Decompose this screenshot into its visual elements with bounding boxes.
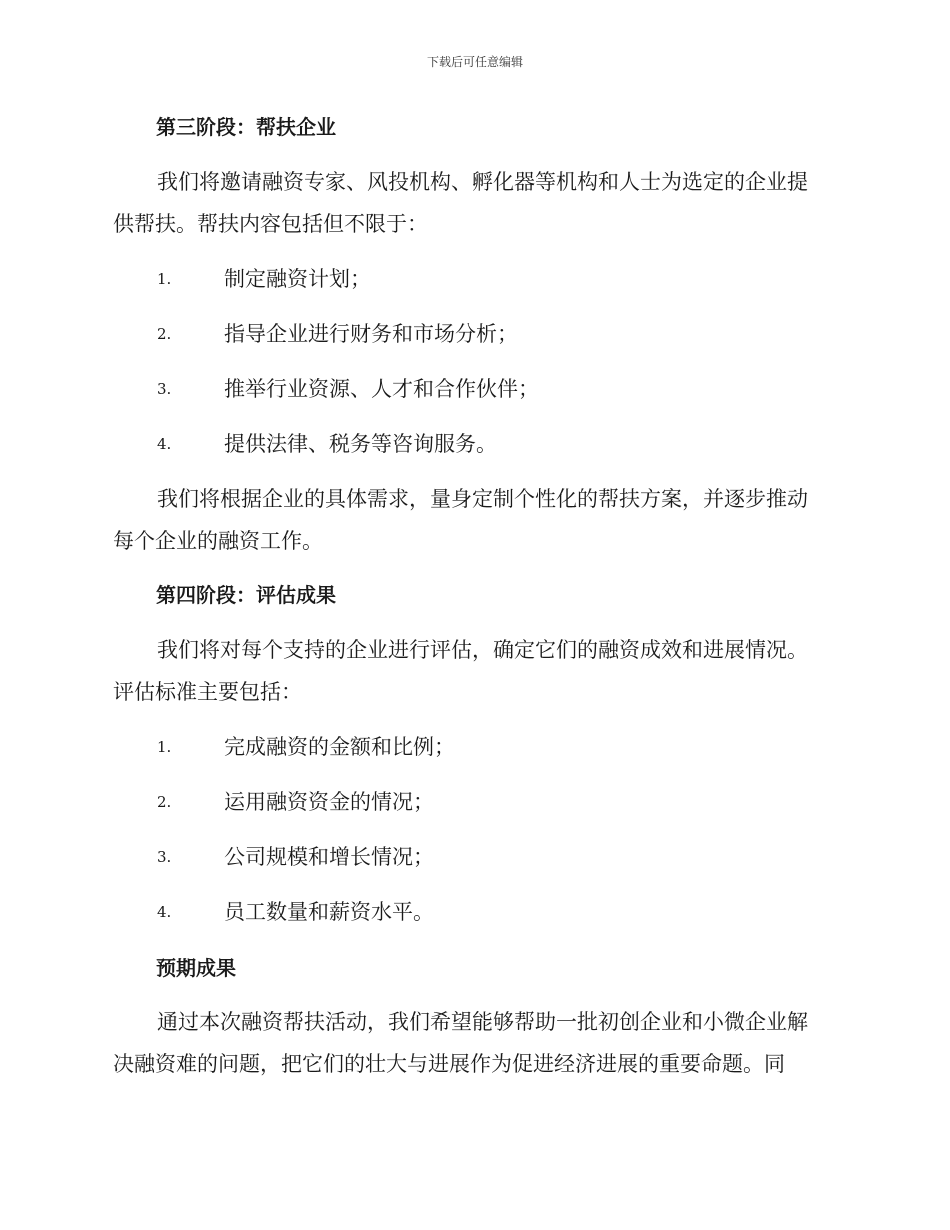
paragraph-line: 决融资难的问题，把它们的壮大与进展作为促进经济进展的重要命题。同 — [113, 1052, 785, 1076]
list-number: 1. — [157, 738, 172, 756]
list-text: 提供法律、税务等咨询服务。 — [224, 432, 497, 456]
list-number: 2. — [157, 793, 172, 811]
list-number: 1. — [157, 270, 172, 288]
section-heading: 预期成果 — [156, 956, 236, 980]
list-text: 运用融资资金的情况； — [224, 790, 434, 814]
list-number: 3. — [157, 380, 172, 398]
paragraph-line: 我们将根据企业的具体需求，量身定制个性化的帮扶方案，并逐步推动 — [157, 487, 808, 511]
paragraph — [113, 161, 833, 245]
section-heading: 第四阶段：评估成果 — [156, 583, 336, 607]
list-text: 员工数量和薪资水平。 — [224, 900, 434, 924]
paragraph-line: 通过本次融资帮扶活动，我们希望能够帮助一批初创企业和小微企业解 — [157, 1010, 808, 1034]
list-text: 公司规模和增长情况； — [224, 845, 434, 869]
paragraph — [113, 1001, 833, 1085]
list-number: 2. — [157, 325, 172, 343]
paragraph — [113, 629, 833, 713]
paragraph-line: 每个企业的融资工作。 — [113, 529, 323, 553]
list-text: 推举行业资源、人才和合作伙伴； — [224, 377, 539, 401]
list-number: 4. — [157, 435, 172, 453]
paragraph — [113, 478, 833, 562]
paragraph-line: 供帮扶。帮扶内容包括但不限于： — [113, 212, 428, 236]
list-number: 3. — [157, 848, 172, 866]
list-number: 4. — [157, 903, 172, 921]
section-heading: 第三阶段：帮扶企业 — [156, 115, 336, 139]
list-text: 指导企业进行财务和市场分析； — [224, 322, 518, 346]
paragraph-line: 我们将邀请融资专家、风投机构、孵化器等机构和人士为选定的企业提 — [157, 170, 808, 194]
list-text: 完成融资的金额和比例； — [224, 735, 455, 759]
list-text: 制定融资计划； — [224, 267, 371, 291]
paragraph-line: 评估标准主要包括： — [113, 680, 302, 704]
paragraph-line: 我们将对每个支持的企业进行评估，确定它们的融资成效和进展情况。 — [157, 638, 808, 662]
page-header: 下载后可任意编辑 — [426, 55, 523, 69]
